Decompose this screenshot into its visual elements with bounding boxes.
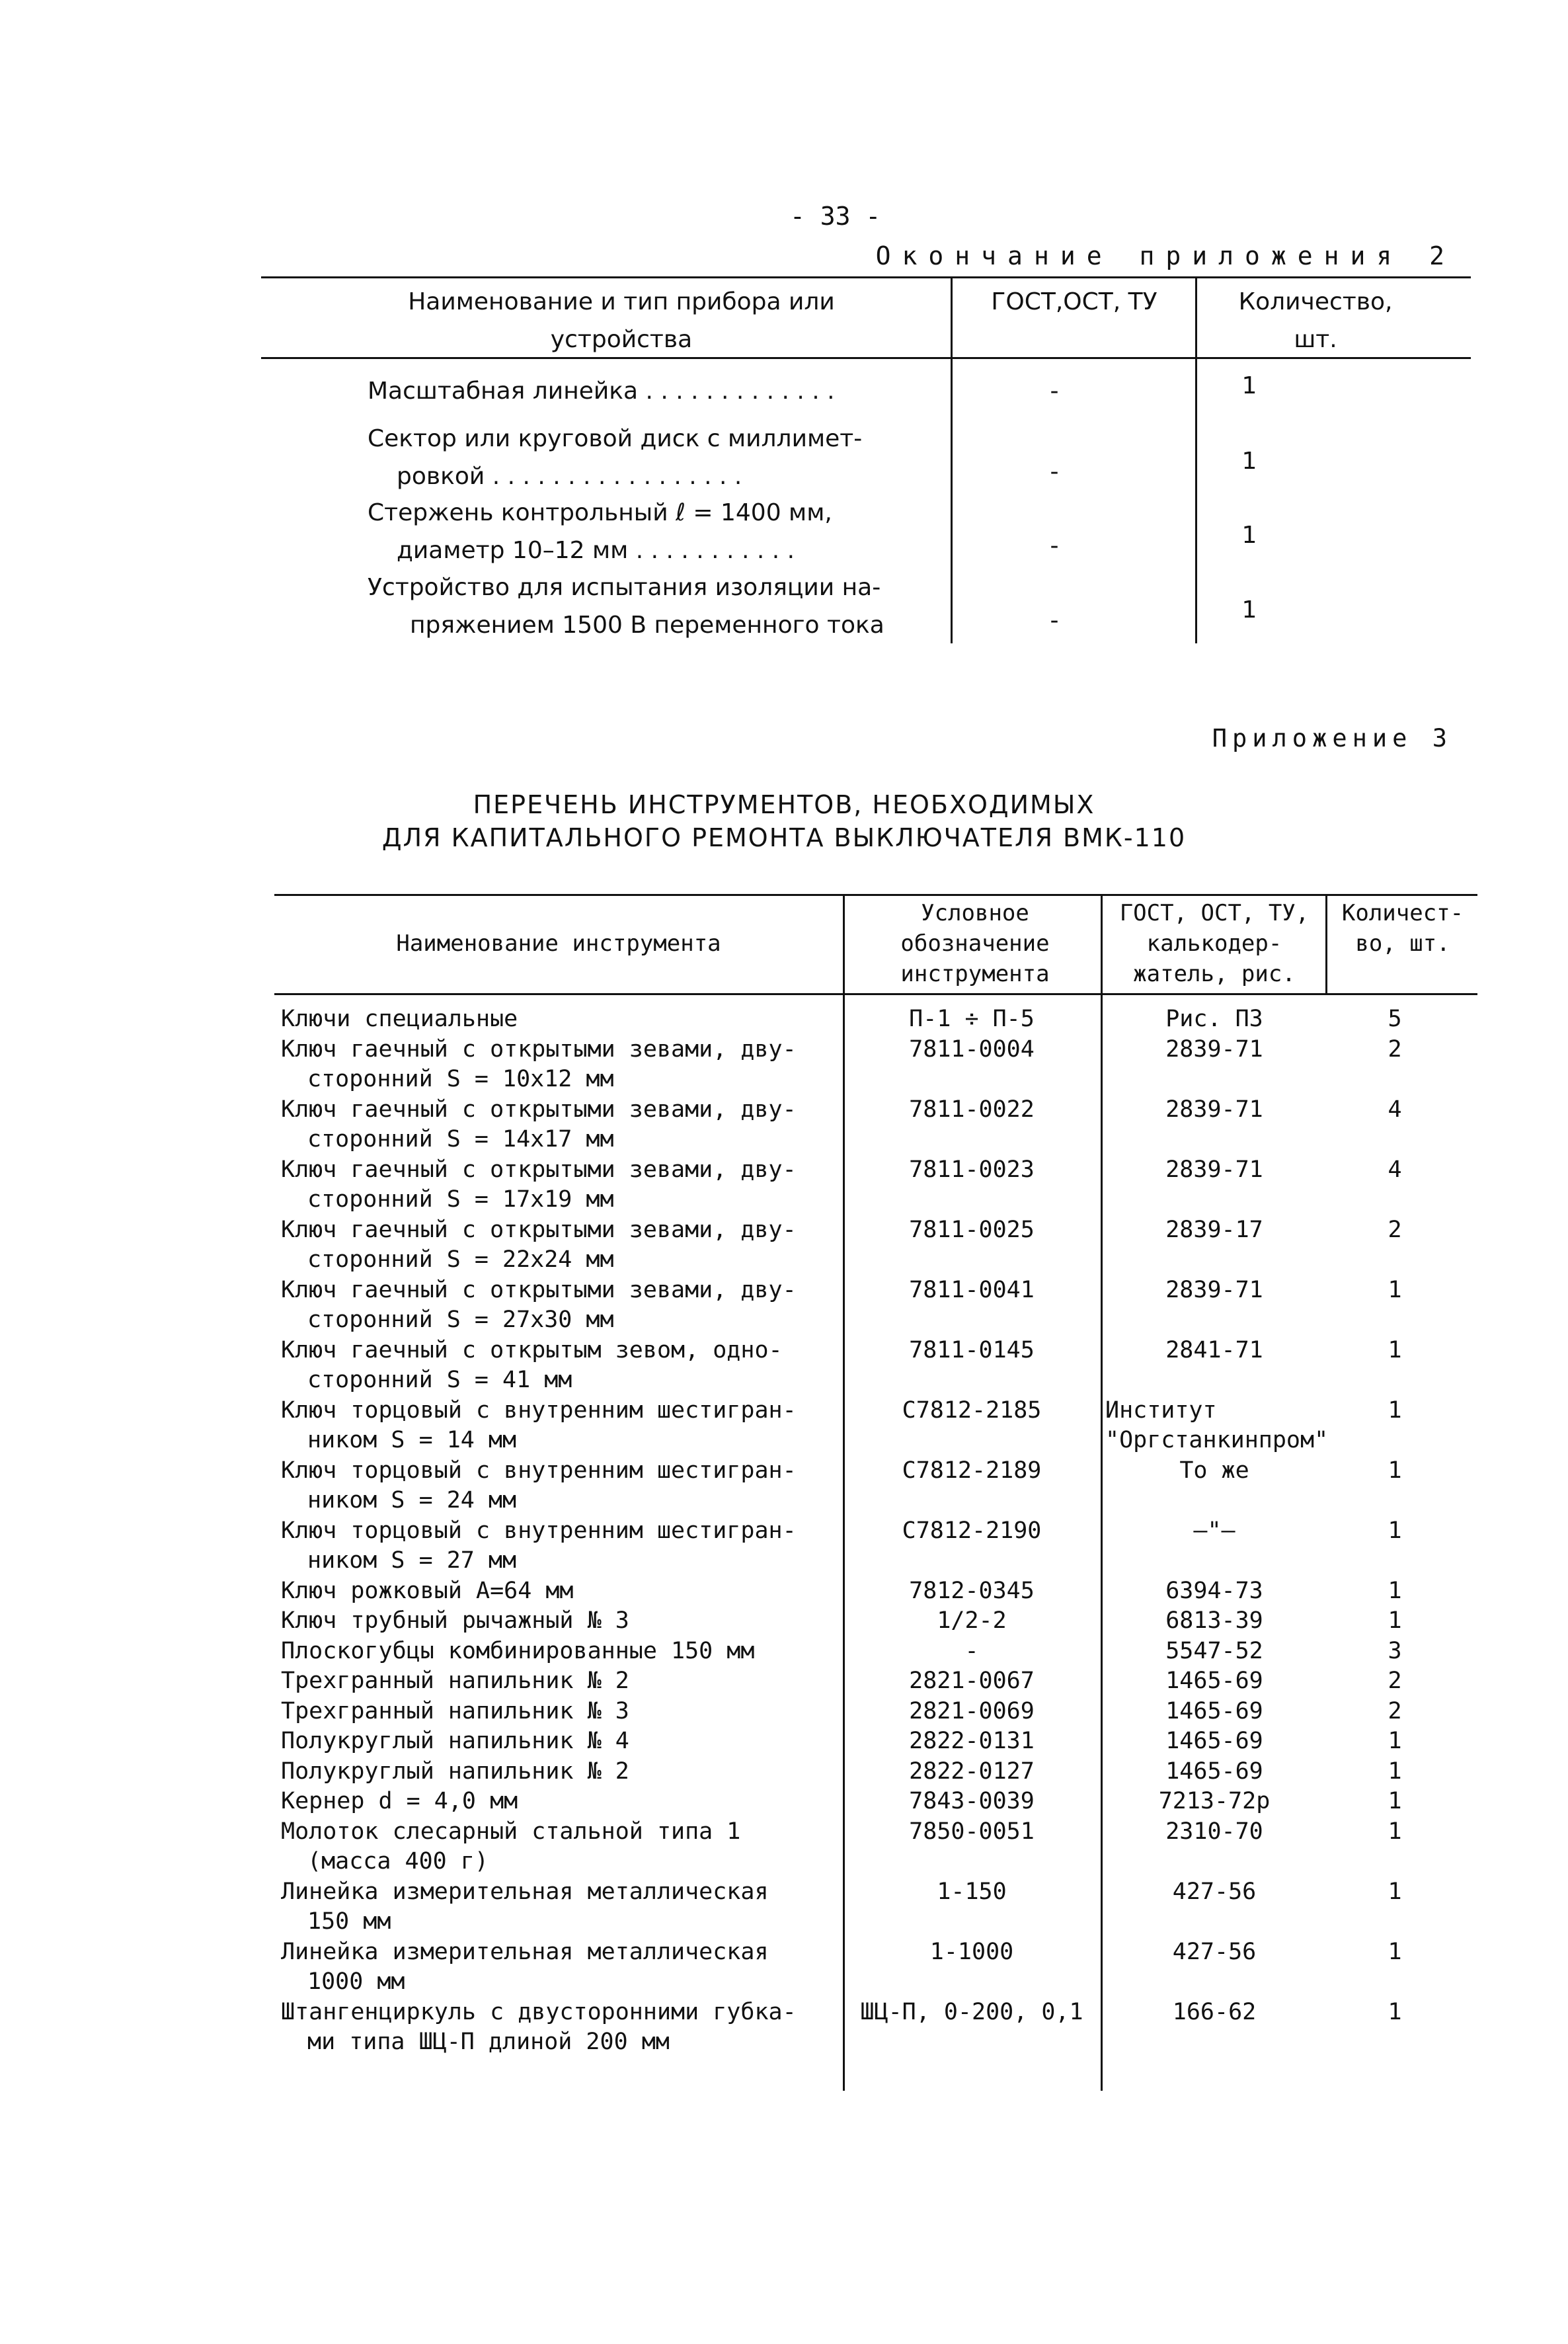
tool-gost-cell: "Оргстанкинпром" <box>1105 1427 1329 1453</box>
tool-name-line: Ключ гаечный с открытыми зевами, дву- <box>281 1216 797 1243</box>
tool-name-line: ми типа ШЦ-П длиной 200 мм <box>307 2029 670 2055</box>
table1-header-qty: Количество, шт. <box>1238 288 1393 353</box>
table2-col-divider <box>843 894 845 2091</box>
table2-header-rule <box>274 993 1477 995</box>
continuation-title: Окончание приложения 2 <box>875 241 1456 270</box>
tool-gost-cell: 5547-52 <box>1165 1637 1263 1664</box>
tool-name-line: Ключ гаечный с открытым зевом, одно- <box>281 1336 783 1363</box>
tool-qty-cell: 1 <box>1388 1517 1402 1544</box>
tool-gost-cell: 1465-69 <box>1165 1668 1263 1694</box>
tool-code-cell: - <box>964 1637 979 1664</box>
tool-name-line: (масса 400 г) <box>307 1848 489 1875</box>
tool-qty-cell: 1 <box>1388 1998 1402 2025</box>
tool-name-line: Ключ торцовый с внутренним шестигран- <box>281 1396 797 1424</box>
tool-gost-cell: 1465-69 <box>1165 1728 1263 1754</box>
tool-gost-cell: 2839-71 <box>1165 1156 1263 1183</box>
tool-name-line: Ключ рожковый А=64 мм <box>281 1577 574 1604</box>
main-title-line-2: ДЛЯ КАПИТАЛЬНОГО РЕМОНТА ВЫКЛЮЧАТЕЛЯ ВМК-110 <box>381 823 1187 852</box>
appendix-label: Приложение 3 <box>1212 724 1452 752</box>
tool-gost-cell: 2839-71 <box>1165 1276 1263 1303</box>
tool-code-cell: 1-150 <box>937 1878 1007 1905</box>
tool-qty-cell: 1 <box>1388 1728 1402 1754</box>
table1-col-divider <box>1195 276 1197 643</box>
tool-gost-cell: Институт <box>1105 1396 1217 1424</box>
tool-name-line: Трехгранный напильник № 2 <box>281 1668 629 1694</box>
tool-gost-cell: 6394-73 <box>1165 1577 1263 1604</box>
tool-qty-cell: 1 <box>1388 1788 1402 1814</box>
tool-gost-cell: 1465-69 <box>1165 1758 1263 1785</box>
table1-header-gost: ГОСТ,ОСТ, ТУ <box>991 288 1157 315</box>
tool-name-line: Линейка измерительная металлическая <box>281 1878 769 1905</box>
page-number: - 33 - <box>790 202 881 231</box>
tool-qty-cell: 1 <box>1388 1818 1402 1845</box>
tool-gost-cell: 2839-71 <box>1165 1035 1263 1063</box>
tool-name-line: сторонний S = 27х30 мм <box>307 1307 614 1333</box>
tool-name-line: Ключ торцовый с внутренним шестигран- <box>281 1517 797 1544</box>
tool-name-line: Трехгранный напильник № 3 <box>281 1697 629 1724</box>
tool-name-line: Ключ гаечный с открытыми зевами, дву- <box>281 1035 797 1063</box>
tool-qty-cell: 1 <box>1388 1336 1402 1363</box>
tool-name-line: Ключ гаечный с открытыми зевами, дву- <box>281 1156 797 1183</box>
tool-name-line: Линейка измерительная металлическая <box>281 1938 769 1965</box>
table1-gost-cell: - <box>1050 378 1059 405</box>
tool-name-line: Ключ гаечный с открытыми зевами, дву- <box>281 1096 797 1123</box>
table1-qty-cell: 1 <box>1241 596 1257 624</box>
tool-code-cell: 2822-0131 <box>909 1728 1035 1754</box>
tool-code-cell: 7811-0025 <box>909 1216 1035 1243</box>
tool-code-cell: 7811-0023 <box>909 1156 1035 1183</box>
tool-qty-cell: 2 <box>1388 1035 1402 1063</box>
tool-name-line: Полукруглый напильник № 4 <box>281 1728 629 1754</box>
tool-code-cell: ШЦ-П, 0-200, 0,1 <box>860 1998 1083 2025</box>
tool-name-line: сторонний S = 10х12 мм <box>307 1066 614 1092</box>
table2-header-code: Условное обозначение инструмента <box>900 900 1050 987</box>
table1-name-line: Масштабная линейка . . . . . . . . . . . . . <box>368 378 835 405</box>
tool-gost-cell: 6813-39 <box>1165 1607 1263 1634</box>
tool-code-cell: 7843-0039 <box>909 1788 1035 1814</box>
tool-name-line: ником S = 24 мм <box>307 1487 517 1514</box>
tool-name-line: Ключ торцовый с внутренним шестигран- <box>281 1457 797 1484</box>
tool-code-cell: С7812-2185 <box>902 1396 1042 1424</box>
table1-qty-cell: 1 <box>1241 522 1257 549</box>
tool-code-cell: 2821-0069 <box>909 1697 1035 1724</box>
table2-col-divider <box>1325 894 1327 993</box>
table1-name-line: ровкой . . . . . . . . . . . . . . . . . <box>397 463 742 490</box>
table1-name-line: Устройство для испытания изоляции на- <box>368 574 881 601</box>
tool-name-line: Молоток слесарный стальной типа 1 <box>281 1818 741 1845</box>
table2-col-divider <box>1101 894 1103 2091</box>
tool-qty-cell: 5 <box>1388 1006 1402 1032</box>
tool-name-line: Ключ гаечный с открытыми зевами, дву- <box>281 1276 797 1303</box>
main-title-line-1: ПЕРЕЧЕНЬ ИНСТРУМЕНТОВ, НЕОБХОДИМЫХ <box>473 790 1095 819</box>
tool-name-line: ником S = 14 мм <box>307 1427 517 1453</box>
table1-qty-cell: 1 <box>1241 448 1257 475</box>
tool-qty-cell: 1 <box>1388 1878 1402 1905</box>
tool-code-cell: 1/2-2 <box>937 1607 1007 1634</box>
tool-gost-cell: 166-62 <box>1172 1998 1257 2025</box>
tool-gost-cell: 7213-72р <box>1158 1788 1271 1814</box>
tool-code-cell: 2821-0067 <box>909 1668 1035 1694</box>
tool-name-line: Кернер d = 4,0 мм <box>281 1788 518 1814</box>
tool-gost-cell: 427-56 <box>1172 1878 1257 1905</box>
table1-top-rule <box>261 276 1471 278</box>
tool-gost-cell: То же <box>1179 1457 1249 1484</box>
tool-qty-cell: 3 <box>1388 1637 1402 1664</box>
tool-code-cell: 7811-0041 <box>909 1276 1035 1303</box>
table1-name-line: диаметр 10–12 мм . . . . . . . . . . . <box>397 537 795 564</box>
tool-code-cell: 7811-0145 <box>909 1336 1035 1363</box>
tool-code-cell: 7812-0345 <box>909 1577 1035 1604</box>
tool-code-cell: 7811-0022 <box>909 1096 1035 1123</box>
table1-header-name: Наименование и тип прибора или устройства <box>408 288 835 353</box>
tool-name-line: сторонний S = 17х19 мм <box>307 1186 614 1213</box>
tool-name-line: 150 мм <box>307 1908 391 1935</box>
tool-gost-cell: 2310-70 <box>1165 1818 1263 1845</box>
tool-gost-cell: 1465-69 <box>1165 1697 1263 1724</box>
tool-qty-cell: 1 <box>1388 1276 1402 1303</box>
tool-qty-cell: 2 <box>1388 1697 1402 1724</box>
tool-qty-cell: 1 <box>1388 1938 1402 1965</box>
tool-name-line: Полукруглый напильник № 2 <box>281 1758 629 1785</box>
table1-name-line: Стержень контрольный ℓ = 1400 мм, <box>368 499 832 526</box>
tool-name-line: Штангенциркуль с двусторонними губка- <box>281 1998 797 2025</box>
tool-name-line: ником S = 27 мм <box>307 1547 517 1574</box>
tool-gost-cell: 2839-17 <box>1165 1216 1263 1243</box>
table1-gost-cell: - <box>1050 458 1059 485</box>
table1-qty-cell: 1 <box>1241 372 1257 399</box>
tool-gost-cell: 2841-71 <box>1165 1336 1263 1363</box>
table2-header-qty: Количест-во, шт. <box>1341 900 1464 957</box>
table1-col-divider <box>951 276 953 643</box>
table2-header-name: Наименование инструмента <box>396 930 721 957</box>
tool-qty-cell: 4 <box>1388 1156 1402 1183</box>
tool-name-line: сторонний S = 14х17 мм <box>307 1126 614 1152</box>
table1-name-line: Сектор или круговой диск с миллимет- <box>368 425 863 452</box>
tool-qty-cell: 1 <box>1388 1577 1402 1604</box>
tool-name-line: сторонний S = 22х24 мм <box>307 1246 614 1273</box>
tool-name-line: сторонний S = 41 мм <box>307 1367 572 1393</box>
tool-gost-cell: Рис. П3 <box>1165 1006 1263 1032</box>
tool-qty-cell: 1 <box>1388 1396 1402 1424</box>
tool-qty-cell: 2 <box>1388 1216 1402 1243</box>
tool-code-cell: 2822-0127 <box>909 1758 1035 1785</box>
tool-name-line: Ключ трубный рычажный № 3 <box>281 1607 629 1634</box>
tool-qty-cell: 2 <box>1388 1668 1402 1694</box>
table1-gost-cell: - <box>1050 532 1059 559</box>
tool-code-cell: С7812-2189 <box>902 1457 1042 1484</box>
tool-gost-cell: –"– <box>1193 1517 1235 1544</box>
tool-qty-cell: 1 <box>1388 1457 1402 1484</box>
tool-gost-cell: 2839-71 <box>1165 1096 1263 1123</box>
tool-name-line: 1000 мм <box>307 1968 405 1995</box>
table2-top-rule <box>274 894 1477 896</box>
tool-qty-cell: 4 <box>1388 1096 1402 1123</box>
tool-qty-cell: 1 <box>1388 1758 1402 1785</box>
tool-code-cell: 1-1000 <box>929 1938 1014 1965</box>
table2-header-gost: ГОСТ, ОСТ, ТУ, калькодер-жатель, рис. <box>1119 900 1310 987</box>
tool-code-cell: 7811-0004 <box>909 1035 1035 1063</box>
tool-code-cell: С7812-2190 <box>902 1517 1042 1544</box>
tool-code-cell: 7850-0051 <box>909 1818 1035 1845</box>
tool-name-line: Плоскогубцы комбинированные 150 мм <box>281 1637 755 1664</box>
table1-name-line: пряжением 1500 В переменного тока <box>410 612 884 639</box>
tool-qty-cell: 1 <box>1388 1607 1402 1634</box>
tool-gost-cell: 427-56 <box>1172 1938 1257 1965</box>
tool-name-line: Ключи специальные <box>281 1006 518 1032</box>
table1-gost-cell: - <box>1050 607 1059 634</box>
tool-code-cell: П-1 ÷ П-5 <box>909 1006 1035 1032</box>
